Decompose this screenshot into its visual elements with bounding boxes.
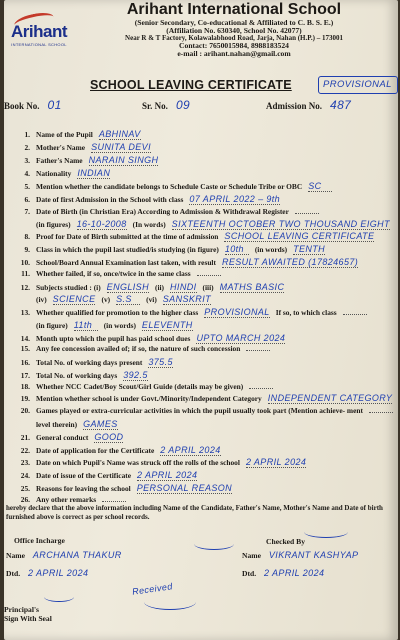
field-number: 6. [24, 195, 30, 204]
field-row [12, 282, 396, 293]
serial-number [142, 98, 190, 112]
field-label: If so, to which class [275, 308, 337, 317]
field-value: HINDI [170, 282, 197, 292]
field-number: 11. [21, 269, 30, 278]
field-row [12, 333, 396, 344]
field-row [12, 393, 396, 404]
checker-date-row [242, 568, 324, 578]
field-label: (in words) [103, 321, 136, 330]
field-number: 14. [20, 334, 30, 343]
field-value: 2 APRIL 2024 [137, 470, 198, 480]
field-number: 7. [24, 207, 30, 216]
field-value: SIXTEENTH OCTOBER TWO THOUSAND EIGHT [171, 219, 390, 229]
field-value: SUNITA DEVI [91, 142, 151, 152]
field-row [12, 219, 396, 230]
field-label: Mother's Name [36, 143, 86, 152]
principal-signature [44, 592, 74, 602]
field-label: Month upto which the pupil has paid school dues [36, 334, 191, 343]
book-value: 01 [47, 98, 62, 112]
field-label: Whether failed, if so, once/twice in the same class [36, 269, 191, 278]
field-label: General conduct [36, 433, 89, 442]
field-number: 9. [24, 245, 30, 254]
field-label: Date of Birth (in Christian Era) According to Admission & Withdrawal Register [36, 207, 289, 216]
field-label: Mention whether the candidate belongs to Schedule Caste or Schedule Tribe or OBC [36, 182, 303, 191]
letterhead [74, 0, 394, 58]
field-label: Any fee concession availed of; if so, the nature of such concession [36, 344, 241, 353]
field-label: (in figure) [36, 321, 68, 330]
field-row [12, 307, 396, 318]
field-row [12, 432, 396, 443]
field-value: NARAIN SINGH [88, 155, 159, 165]
serial-value: 09 [175, 98, 191, 112]
field-value [102, 501, 126, 502]
header-line-1: (Senior Secondary, Co-educational & Affiliated to C. B. S. E.) [134, 17, 334, 27]
header-line-2: (Affiliation No. 630340, School No. 42077) [166, 25, 302, 35]
book-label: Book No. [4, 101, 40, 111]
field-label: Whether qualified for promotion to the higher class [36, 308, 199, 317]
field-row [12, 129, 396, 140]
checked-by-label: Checked By [266, 537, 306, 546]
field-row [12, 370, 396, 381]
field-value: TENTH [293, 244, 326, 254]
field-value: RESULT AWAITED (17824657) [221, 257, 359, 267]
field-value: 375.5 [148, 357, 173, 367]
checker-name-row [242, 550, 358, 560]
office-date-value: 2 APRIL 2024 [28, 568, 89, 578]
field-number: 5. [24, 182, 30, 191]
field-row [12, 382, 396, 391]
field-label: (iv) [36, 295, 47, 304]
field-value: 07 APRIL 2022 – 9th [189, 194, 281, 204]
logo-subtext: INTERNATIONAL SCHOOL [11, 42, 67, 47]
field-number: 21. [20, 433, 30, 442]
field-label: (ii) [154, 283, 165, 292]
office-signature [194, 538, 234, 550]
field-row [12, 445, 396, 456]
field-row [12, 168, 396, 179]
field-number: 24. [20, 471, 30, 480]
checker-signature [304, 526, 348, 538]
field-value: 2 APRIL 2024 [245, 457, 307, 467]
field-value: SC [308, 181, 332, 192]
field-label: School/Board Annual Examination last taken, with result [36, 258, 216, 267]
field-value [295, 213, 319, 214]
field-value: 11th [74, 320, 98, 331]
field-label: Mention whether school is under Govt./Minority/Independent Category [36, 394, 262, 403]
field-value: PROVISIONAL [204, 307, 270, 317]
field-number: 16. [20, 358, 30, 367]
field-number: 2. [24, 143, 30, 152]
field-label: Nationality [36, 169, 72, 178]
school-logo [8, 22, 70, 47]
field-value: GOOD [94, 432, 124, 442]
certificate-title: SCHOOL LEAVING CERTIFICATE [90, 78, 292, 92]
field-value [246, 350, 270, 351]
office-incharge-block [14, 536, 65, 545]
field-row [12, 142, 396, 153]
field-row [12, 419, 396, 430]
field-label: (v) [101, 295, 111, 304]
field-label: Father's Name [36, 156, 83, 165]
received-note: Received [131, 581, 174, 597]
field-row [12, 244, 396, 255]
field-value: 10th [225, 244, 249, 255]
field-number: 17. [20, 371, 30, 380]
field-label: (iii) [202, 283, 214, 292]
field-value [197, 275, 221, 276]
field-label: Whether NCC Cadet/Boy Scout/Girl Guide (details may be given) [36, 382, 244, 391]
field-row [12, 344, 396, 353]
field-value: 2 APRIL 2024 [160, 445, 221, 455]
field-label: Date of issue of the Certificate [36, 471, 132, 480]
field-number: 1. [24, 130, 30, 139]
field-value: S.S [116, 294, 140, 305]
field-label: Total No. of working days present [36, 358, 143, 367]
field-row [12, 495, 396, 504]
serial-label: Sr. No. [142, 101, 168, 111]
office-name-label: Name [6, 551, 25, 560]
received-signature [144, 594, 196, 610]
field-row [12, 269, 396, 278]
field-value: 392.5 [123, 370, 148, 380]
field-number: 23. [20, 458, 30, 467]
field-number: 13. [20, 308, 30, 317]
field-number: 19. [20, 394, 30, 403]
field-label: Date of application for the Certificate [36, 446, 155, 455]
field-number: 10. [20, 258, 30, 267]
provisional-stamp: PROVISIONAL [318, 76, 398, 94]
office-date-label: Dtd. [6, 569, 21, 578]
field-row [12, 257, 396, 268]
field-number: 8. [24, 232, 30, 241]
field-row [12, 181, 396, 192]
office-name-row [6, 550, 122, 560]
field-value [369, 412, 393, 413]
field-row [12, 457, 396, 468]
field-number: 25. [20, 484, 30, 493]
field-row [12, 320, 396, 331]
field-label: (In words) [132, 220, 166, 229]
field-row [12, 470, 396, 481]
school-name: Arihant International School [126, 1, 342, 18]
field-number: 18. [20, 382, 30, 391]
field-value: ABHINAV [98, 129, 141, 139]
field-row [12, 357, 396, 368]
field-label: Name of the Pupil [36, 130, 93, 139]
title-row [4, 78, 398, 96]
field-label: Date of first Admission in the School with class [36, 195, 184, 204]
office-date-row [6, 568, 88, 578]
field-value: SCHOOL LEAVING CERTIFICATE [224, 231, 375, 241]
header-line-3: Near R & T Factory, Kolawalabhood Road, Jarja, Nahan (H.P.) – 173001 [125, 33, 343, 42]
field-number: 22. [20, 446, 30, 455]
field-value: SCIENCE [52, 294, 96, 304]
field-label: Subjects studied : (i) [36, 283, 101, 292]
book-number [4, 98, 62, 112]
logo-text: Arihant [11, 22, 67, 41]
field-value: UPTO MARCH 2024 [196, 333, 286, 343]
field-label: Any other remarks [36, 495, 97, 504]
field-label: (in words) [254, 245, 288, 254]
admission-number [266, 98, 351, 112]
principal-sign-label: Principal's Sign With Seal [4, 605, 52, 623]
field-label: Date on which Pupil's Name was struck off the rolls of the school [36, 458, 240, 467]
field-row [12, 231, 396, 242]
checker-name-label: Name [242, 551, 261, 560]
header-line-5: e-mail : arihant.nahan@gmail.com [177, 49, 291, 59]
field-value: ENGLISH [106, 282, 149, 292]
field-number: 3. [24, 156, 30, 165]
field-value: INDEPENDENT CATEGORY [267, 393, 393, 403]
field-value: INDIAN [77, 168, 111, 178]
admission-value: 487 [330, 98, 352, 112]
field-label: (in figures) [36, 220, 71, 229]
certificate-paper [4, 0, 398, 640]
office-incharge-label: Office Incharge [14, 536, 65, 545]
declaration-text: hereby declare that the above information including Name of the Candidate, Father's Name, Mother's Name and Date of birth furnished above is correct as per school records. [6, 504, 383, 521]
field-label: Class in which the pupil last studied/is studying (in figure) [36, 245, 219, 254]
field-number: 20. [20, 406, 30, 415]
field-value [249, 388, 273, 389]
field-row [12, 406, 396, 415]
field-value [343, 314, 367, 315]
field-number: 4. [24, 169, 30, 178]
field-value: MATHS BASIC [219, 282, 285, 292]
field-value: 16-10-2008 [76, 219, 127, 229]
field-row [12, 194, 396, 205]
field-value: PERSONAL REASON [136, 483, 233, 493]
office-name-value: ARCHANA THAKUR [32, 550, 122, 560]
checker-date-value: 2 APRIL 2024 [264, 568, 325, 578]
checker-name-value: VIKRANT KASHYAP [268, 550, 359, 560]
field-value: GAMES [83, 419, 118, 429]
checker-date-label: Dtd. [242, 569, 257, 578]
field-label: Total No. of working days [36, 371, 118, 380]
field-label: Games played or extra-curricular activities in which the pupil usually took part (Mention achieve- ment [36, 406, 363, 415]
field-row [12, 207, 396, 216]
field-label: Proof for Date of Birth submitted at the time of admission [36, 232, 219, 241]
field-label: (vi) [146, 295, 157, 304]
field-label: Reasons for leaving the school [36, 484, 131, 493]
field-row [12, 155, 396, 166]
field-number: 12. [20, 283, 30, 292]
field-value: SANSKRIT [162, 294, 211, 304]
checked-by-block [266, 537, 305, 546]
field-label: level therein) [36, 420, 78, 429]
field-number: 26. [20, 495, 30, 504]
field-value: ELEVENTH [141, 320, 193, 330]
admission-label: Admission No. [266, 101, 323, 111]
header-line-4: Contact: 7650015984, 8988183524 [179, 41, 289, 51]
field-number: 15. [20, 344, 30, 353]
field-row [12, 294, 396, 305]
field-row [12, 483, 396, 494]
